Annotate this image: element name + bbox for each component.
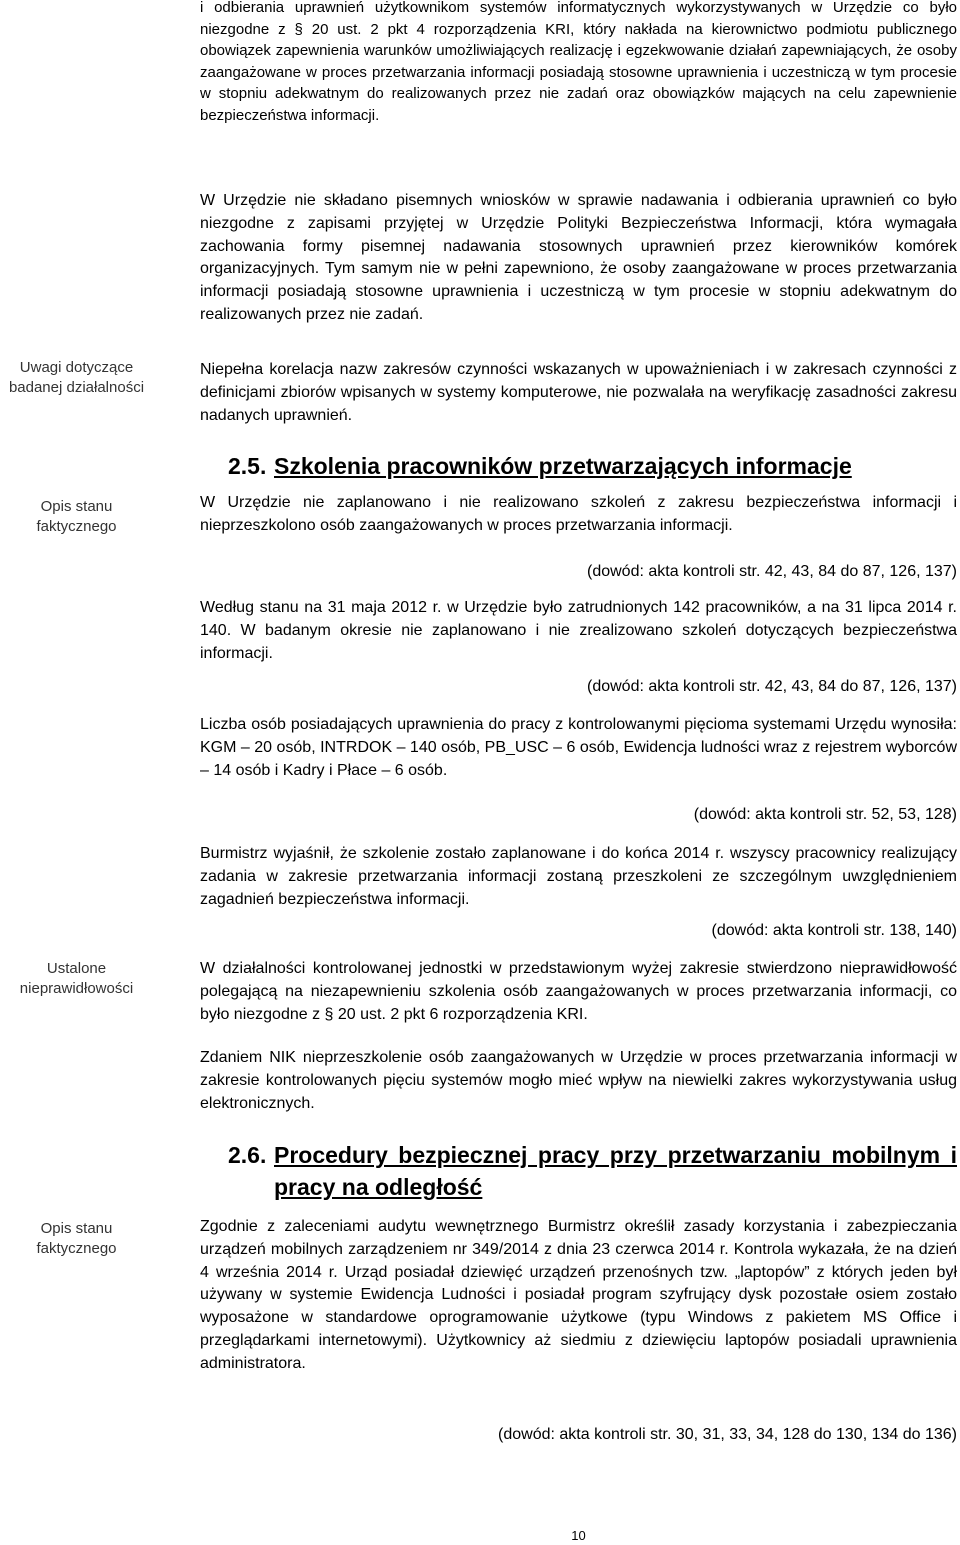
evidence-citation: (dowód: akta kontroli str. 138, 140)	[711, 922, 957, 939]
section-number: 2.5.	[228, 453, 267, 479]
margin-note-opis-stanu: Opis stanu faktycznego	[36, 498, 117, 535]
paragraph-continuation: i odbierania uprawnień użytkownikom systemów informatycznych wykorzystywanych w Urzędzie co było niezgodne z § 20 ust. 2 pkt 4 rozporządzenia KRI, który nakłada na kierownictwo podmiotu publicznego obowiązek zapewnienia warunków umożliwiających realizację i egzekwowanie działań zapewniających, że osoby zaangażowane w proces przetwarzania informacji posiadają stosowne uprawnienia i uczestniczą w tym procesie w stopniu adekwatnym do realizowanych przez nie zadań oraz obowiązków mających na celu zapewnienie bezpieczeństwa informacji.	[200, 0, 957, 124]
evidence-citation: (dowód: akta kontroli str. 42, 43, 84 do 87, 126, 137)	[586, 563, 957, 580]
paragraph-nieprawidlowosc: W działalności kontrolowanej jednostki w przedstawionym wyżej zakresie stwierdzono nieprawidłowość polegającą na niezapewnieniu szkolenia osób zaangażowanych w proces przetwarzania informacji, co było niezgodne z § 20 ust. 2 pkt 6 rozporządzenia KRI.	[200, 960, 957, 1023]
margin-note-ustalone: Ustalone nieprawidłowości	[19, 960, 134, 997]
paragraph-wyjasnienie: Burmistrz wyjaśnił, że szkolenie zostało zaplanowane i do końca 2014 r. wszyscy pracownicy realizujący zadania w zakresie przetwarzania informacji zostaną przeszkoleni ze szczególnym uwzględnieniem zagadnień bezpieczeństwa informacji.	[200, 845, 957, 908]
page-number: 10	[571, 1528, 586, 1543]
margin-note-uwagi: Uwagi dotyczące badanej działalności	[8, 359, 145, 396]
section-heading-2-5	[228, 450, 957, 482]
paragraph-stan-zatrudnienia: Według stanu na 31 maja 2012 r. w Urzędzie było zatrudnionych 142 pracowników, a na 31 lipca 2014 r. 140. W badanym okresie nie zaplanowano i nie zrealizowano szkoleń dotyczących bezpieczeństwa informacji.	[200, 599, 957, 662]
paragraph-wnioski: W Urzędzie nie składano pisemnych wniosków w sprawie nadawania i odbierania uprawnień co było niezgodne z zapisami przyjętej w Urzędzie Polityki Bezpieczeństwa Informacji, która wymagała zachowania formy pisemnej nadawania stosownych uprawnień przez kierowników komórek organizacyjnych. Tym samym nie w pełni zapewniono, że osoby zaangażowane w proces przetwarzania informacji posiadają stosowne uprawnienia i uczestniczą w tym procesie w stopniu adekwatnym do realizowanych przez nie zadań.	[200, 192, 957, 323]
paragraph-urzadzenia-mobilne: Zgodnie z zaleceniami audytu wewnętrznego Burmistrz określił zasady korzystania i zabezpieczania urządzeń mobilnych zarządzeniem nr 349/2014 z dnia 23 czerwca 2014 r. Kontrola wykazała, że na dzień 4 września 2014 r. Urząd posiadał dziewięć urządzeń przenośnych tzw. „laptopów” z których jeden był używany w systemie Ewidencja Ludności i posiadał program szyfrujący dysk pozostałe osiem zostało wyposażone w standardowe oprogramowanie użytkowe (typu Windows z pakietem MS Office i przeglądarkami internetowymi). Użytkownicy aż siedmiu z dziewięciu laptopów posiadali uprawnienia administratora.	[200, 1218, 957, 1372]
paragraph-szkolenia: W Urzędzie nie zaplanowano i nie realizowano szkoleń z zakresu bezpieczeństwa informacji i nieprzeszkolono osób zaangażowanych w proces przetwarzania informacji.	[200, 494, 957, 534]
section-title: Szkolenia pracowników przetwarzających informacje	[274, 453, 852, 479]
section-title: Procedury bezpiecznej pracy przy przetwarzaniu mobilnym i pracy na odległość	[274, 1142, 957, 1200]
section-heading-2-6	[228, 1139, 957, 1203]
paragraph-liczba-osob: Liczba osób posiadających uprawnienia do pracy z kontrolowanymi pięcioma systemami Urzędu wynosiła: KGM – 20 osób, INTRDOK – 140 osób, PB_USC – 6 osób, Ewidencja ludności wraz z rejestrem wyborców – 14 osób i Kadry i Płace – 6 osób.	[200, 716, 957, 779]
evidence-citation: (dowód: akta kontroli str. 52, 53, 128)	[693, 806, 957, 823]
paragraph-zdaniem-nik: Zdaniem NIK nieprzeszkolenie osób zaangażowanych w Urzędzie w proces przetwarzania informacji w zakresie kontrolowanych pięciu systemów mogło mieć wpływ na niewielki zakres wykorzystywania usług elektronicznych.	[200, 1049, 957, 1112]
evidence-citation: (dowód: akta kontroli str. 30, 31, 33, 34, 128 do 130, 134 do 136)	[498, 1426, 957, 1443]
section-number: 2.6.	[228, 1142, 267, 1168]
paragraph-korelacja: Niepełna korelacja nazw zakresów czynności wskazanych w upoważnieniach i w zakresach czynności z definicjami zbiorów wpisanych w systemy komputerowe, nie pozwalała na weryfikację zasadności zakresu nadanych uprawnień.	[200, 361, 957, 424]
evidence-citation: (dowód: akta kontroli str. 42, 43, 84 do 87, 126, 137)	[586, 678, 957, 695]
margin-note-opis-stanu-2: Opis stanu faktycznego	[36, 1220, 117, 1257]
